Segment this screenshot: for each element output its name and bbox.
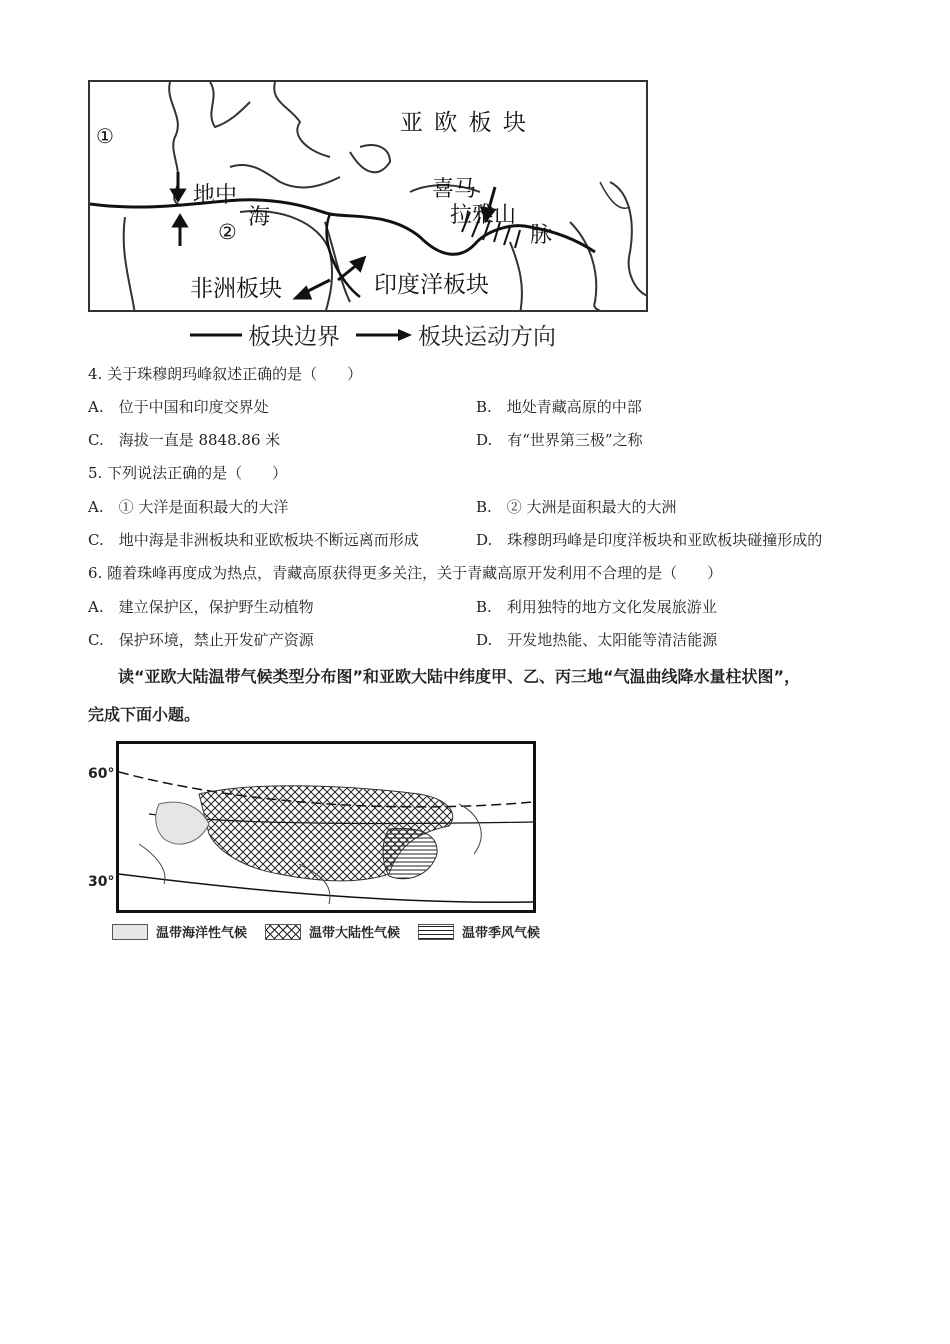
boundary-line-icon: [190, 330, 242, 340]
question-4-option-c: C. 海拔一直是 8848.86 米: [88, 431, 281, 449]
continental-swatch: [265, 924, 301, 940]
legend-continental: 温带大陆性气候: [309, 926, 401, 941]
label-himalaya-2: 拉雅山: [450, 203, 517, 228]
latitude-30-label: 30°: [88, 874, 115, 890]
question-5-stem: 5. 下列说法正确的是（ ）: [88, 464, 288, 482]
label-african-plate: 非洲板块: [190, 276, 282, 302]
maritime-swatch: [112, 924, 148, 940]
label-mediterranean-2: 海: [248, 205, 271, 230]
question-5-option-b: B. ② 大洲是面积最大的大洲: [476, 498, 677, 516]
question-6-stem: 6. 随着珠峰再度成为热点，青藏高原获得更多关注，关于青藏高原开发利用不合理的是（ ）: [88, 564, 723, 582]
label-indian-plate: 印度洋板块: [374, 272, 489, 298]
reading-line-1: 读“亚欧大陆温带气候类型分布图”和亚欧大陆中纬度甲、乙、丙三地“气温曲线降水量柱状图”，: [118, 667, 801, 686]
question-5-option-c: C. 地中海是非洲板块和亚欧板块不断远离而形成: [88, 531, 419, 549]
question-6-option-b: B. 利用独特的地方文化发展旅游业: [476, 598, 717, 616]
monsoon-swatch: [418, 924, 454, 940]
plate-map-drawing: [90, 82, 648, 312]
legend-monsoon: 温带季风气候: [462, 926, 541, 941]
question-6-option-c: C. 保护环境，禁止开发矿产资源: [88, 631, 314, 649]
motion-arrow-icon: [356, 327, 412, 343]
label-mediterranean-1: 地中: [193, 183, 238, 208]
label-himalaya-1: 喜马: [432, 177, 477, 202]
question-6-option-d: D. 开发地热能、太阳能等清洁能源: [476, 631, 718, 649]
climate-legend: [112, 922, 540, 941]
legend-motion-label: 板块运动方向: [418, 324, 556, 350]
latitude-60-label: 60°: [88, 766, 115, 782]
question-4-option-a: A. 位于中国和印度交界处: [88, 398, 269, 416]
plate-map-legend: [190, 318, 556, 351]
question-4-option-d: D. 有“世界第三极”之称: [476, 431, 643, 449]
question-4-option-b: B. 地处青藏高原的中部: [476, 398, 642, 416]
climate-map: [116, 741, 536, 913]
question-5-option-a: A. ① 大洋是面积最大的大洋: [88, 498, 289, 516]
legend-boundary-label: 板块边界: [248, 324, 340, 350]
reading-line-2: 完成下面小题。: [88, 705, 201, 724]
label-himalaya-3: 脉: [530, 223, 553, 248]
question-4-stem: 4. 关于珠穆朗玛峰叙述正确的是（ ）: [88, 365, 363, 383]
climate-map-drawing: [119, 744, 533, 910]
label-circle-2: ②: [218, 220, 237, 244]
label-eurasian-plate: 亚 欧 板 块: [400, 110, 528, 136]
legend-maritime: 温带海洋性气候: [156, 926, 248, 941]
label-circle-1: ①: [96, 124, 114, 148]
question-6-option-a: A. 建立保护区，保护野生动植物: [88, 598, 314, 616]
plate-map: [88, 80, 648, 312]
question-5-option-d: D. 珠穆朗玛峰是印度洋板块和亚欧板块碰撞形成的: [476, 531, 823, 549]
